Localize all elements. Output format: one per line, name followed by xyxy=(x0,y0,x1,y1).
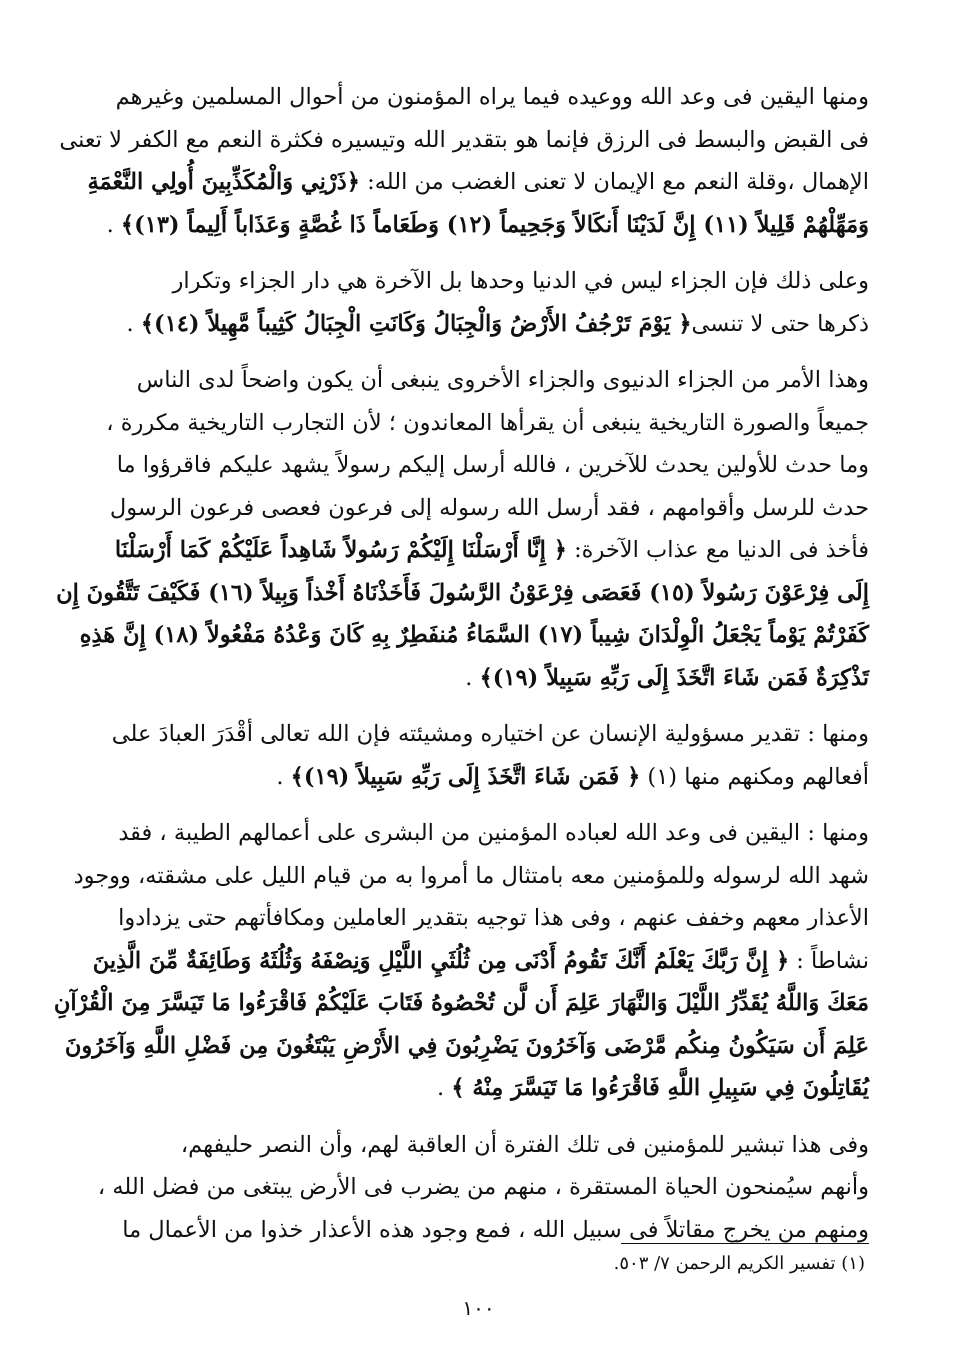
body-text-run: الأعذار معهم وخفف عنهم ، وفى هذا توجيه بتقدير العاملين ومكافأتهم حتى يزدادوا xyxy=(118,905,869,931)
text-line xyxy=(92,1124,869,1167)
body-text-run: وهذا الأمر من الجزاء الدنيوى والجزاء الأخروى ينبغى أن يكون واضحاً لدى الناس xyxy=(136,367,869,393)
body-text-run: جميعاً والصورة التاريخية ينبغى أن يقرأها المعاندون ؛ لأن التجارب التاريخية مكررة ، xyxy=(106,409,869,436)
text-line xyxy=(92,444,869,487)
quran-verse: عَلِمَ أَن سَيَكُونُ مِنكُم مَّرْضَى وَآخَرُونَ يَضْرِبُونَ فِي الأَرْضِ يَبْتَغُونَ مِن فَضْلِ اللَّهِ وَآخَرُونَ xyxy=(64,1032,869,1059)
body-text-run: أفعالهم ومكنهم منها (١) xyxy=(640,763,869,790)
footnote: (١) تفسير الكريم الرحمن ٧/ ٥٠٣. xyxy=(613,1253,865,1274)
body-text-run: . xyxy=(276,763,291,790)
text-line xyxy=(92,1166,869,1209)
body-text-run: . xyxy=(106,211,121,238)
quran-verse: ﴿ فَمَن شَاءَ اتَّخَذَ إِلَى رَبِّهِ سَبِيلاً (١٩)﴾ xyxy=(290,763,641,790)
text-line xyxy=(92,713,869,756)
text-line xyxy=(92,657,869,700)
text-line xyxy=(92,359,869,402)
paragraph xyxy=(56,359,869,699)
text-line xyxy=(79,614,869,657)
text-line xyxy=(92,204,869,247)
text-line xyxy=(92,1067,869,1110)
quran-verse: إِلَى فِرْعَوْنَ رَسُولاً (١٥) فَعَصَى فِرْعَوْنُ الرَّسُولَ فَأَخَذْنَاهُ أَخْذاً وَبِيلاً (١٦) فَكَيْفَ تَتَّقُونَ إِن xyxy=(56,579,869,606)
text-line xyxy=(56,572,869,615)
paragraph xyxy=(53,812,869,1110)
body-text-run: فى القبض والبسط فى الرزق فإنما هو بتقدير الله وتيسيره فكثرة النعم مع الكفر لا تعنى xyxy=(59,126,869,153)
quran-verse: كَفَرْتُمْ يَوْماً يَجْعَلُ الْوِلْدَانَ شِيباً (١٧) السَّمَاءُ مُنفَطِرٌ بِهِ كَانَ وَعْدُهُ مَفْعُولاً (١٨) إِنَّ هَذِهِ xyxy=(79,622,869,648)
body-text xyxy=(53,76,869,1251)
body-text-run: ومنها : اليقين فى وعد الله لعباده المؤمنين من البشرى على أعمالهم الطيبة ، فقد xyxy=(118,820,869,846)
body-text-run: نشاطاً : xyxy=(789,947,869,974)
paragraph xyxy=(92,260,869,345)
body-text-run: ذكرها حتى لا تنسى xyxy=(691,310,869,337)
quran-verse: يُقَاتِلُونَ فِي سَبِيلِ اللَّهِ فَاقْرَءُوا مَا تَيَسَّرَ مِنْهُ ﴾ xyxy=(451,1075,869,1101)
text-line xyxy=(64,1025,869,1068)
text-line xyxy=(92,260,869,303)
text-line xyxy=(59,119,869,162)
quran-verse: تَذْكِرَةٌ فَمَن شَاءَ اتَّخَذَ إِلَى رَبِّهِ سَبِيلاً (١٩)﴾ xyxy=(479,664,869,691)
text-line xyxy=(92,487,869,530)
body-text-run: شهد الله لرسوله وللمؤمنين معه بامتثال ما أمروا به من قيام الليل على مشقته، ووجود xyxy=(73,862,869,889)
text-line xyxy=(92,756,869,799)
text-line xyxy=(92,812,869,855)
quran-verse: مَعَكَ وَاللَّهُ يُقَدِّرُ اللَّيْلَ وَالنَّهَارَ عَلِمَ أَن لَّن تُحْصُوهُ فَتَابَ عَلَيْكُمْ فَاقْرَءُوا مَا تَيَسَّرَ مِنَ الْقُرْآنِ xyxy=(53,990,869,1016)
body-text-run: . xyxy=(465,664,480,691)
body-text-run: ومنها اليقين فى وعد الله ووعيده فيما يراه المؤمنون من أحوال المسلمين وغيرهم xyxy=(115,84,869,110)
quran-verse: ﴿ إِنَّ رَبَّكَ يَعْلَمُ أَنَّكَ تَقُومُ أَدْنَى مِن ثُلُثَيِ اللَّيْلِ وَنِصْفَهُ وَثُلُثَهُ وَطَائِفَةٌ مِّنَ الَّذِينَ xyxy=(92,947,790,974)
body-text-run: حدث للرسل وأقوامهم ، فقد أرسل الله رسوله إلى فرعون فعصى فرعون الرسول xyxy=(109,494,869,521)
page-number: ١٠٠ xyxy=(462,1296,495,1320)
text-line xyxy=(92,940,869,983)
text-line xyxy=(92,76,869,119)
body-text-run: الإهمال ،وقلة النعم مع الإيمان لا تعنى الغضب من الله: xyxy=(360,169,869,195)
text-line xyxy=(92,402,869,445)
paragraph xyxy=(59,76,869,246)
quran-verse: ﴿ذَرْنِي وَالْمُكَذِّبِينَ أُولِي النَّعْمَةِ xyxy=(87,169,360,195)
quran-verse: ﴿ إِنَّا أَرْسَلْنَا إِلَيْكُمْ رَسُولاً شَاهِداً عَلَيْكُمْ كَمَا أَرْسَلْنَا xyxy=(114,537,567,563)
body-text-run: ومنهم من يخرج مقاتلاً فى سبيل الله ، فمع وجود هذه الأعذار خذوا من الأعمال ما xyxy=(122,1216,869,1243)
quran-verse: وَمَهِّلْهُمْ قَلِيلاً (١١) إِنَّ لَدَيْنَا أَنكَالاً وَجَحِيماً (١٢) وَطَعَاماً ذَا غُصَّةٍ وَعَذَاباً أَلِيماً (١٣)﴾ xyxy=(120,211,869,238)
body-text-run: وفى هذا تبشير للمؤمنين فى تلك الفترة أن العاقبة لهم، وأن النصر حليفهم، xyxy=(180,1131,869,1158)
text-line xyxy=(92,303,869,346)
body-text-run: فأخذ فى الدنيا مع عذاب الآخرة: xyxy=(566,537,869,563)
text-line xyxy=(53,982,869,1025)
body-text-run: . xyxy=(437,1075,452,1101)
body-text-run: وأنهم سيُمنحون الحياة المستقرة ، منهم من يضرب فى الأرض يبتغى من فضل الله ، xyxy=(97,1174,869,1200)
body-text-run: وعلى ذلك فإن الجزاء ليس في الدنيا وحدها بل الآخرة هي دار الجزاء وتكرار xyxy=(172,268,869,294)
body-text-run: . xyxy=(126,310,141,337)
text-line xyxy=(92,1209,869,1252)
text-line xyxy=(87,161,869,204)
body-text-run: وما حدث للأولين يحدث للآخرين ، فالله أرسل إليكم رسولاً يشهد عليكم فاقرؤوا ما xyxy=(116,452,869,478)
paragraph xyxy=(92,1124,869,1252)
footnote-divider xyxy=(621,1243,869,1244)
text-line xyxy=(73,855,869,898)
paragraph xyxy=(92,713,869,798)
body-text-run: ومنها : تقدير مسؤولية الإنسان عن اختياره ومشيئته فإن الله تعالى أقْدَرَ العبادَ على xyxy=(111,721,869,747)
quran-verse: ﴿ يَوْمَ تَرْجُفُ الأَرْضُ وَالْجِبَالُ وَكَانَتِ الْجِبَالُ كَثِيباً مَّهِيلاً (١٤)﴾ xyxy=(140,310,692,337)
text-line xyxy=(92,529,869,572)
text-line xyxy=(92,897,869,940)
